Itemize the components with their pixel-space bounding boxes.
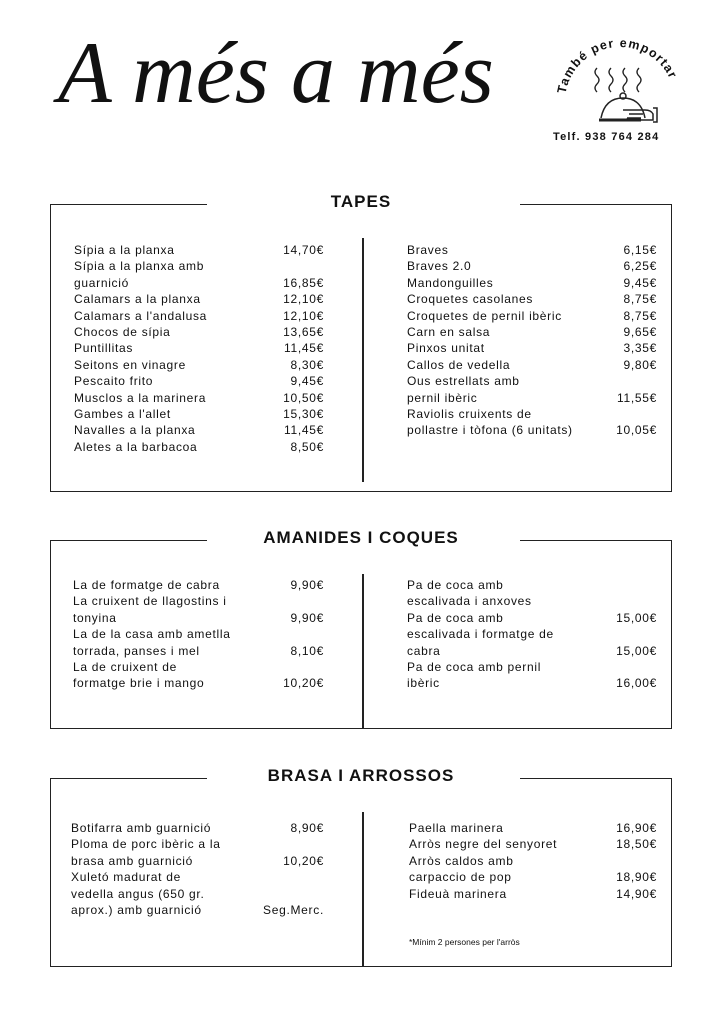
- item-price: 8,75€: [623, 292, 657, 307]
- menu-item: [74, 324, 324, 340]
- menu-item: [74, 242, 324, 258]
- item-name: Musclos a la marinera: [74, 390, 207, 405]
- item-name: Botifarra amb guarnició: [71, 821, 212, 835]
- cloche-hand-icon: [599, 93, 657, 122]
- menu-item: [74, 340, 324, 356]
- menu-item: [74, 357, 324, 373]
- item-price: 8,75€: [623, 308, 657, 323]
- item-price: 8,90€: [290, 821, 324, 835]
- phone-number: Telf. 938 764 284: [553, 131, 660, 143]
- menu-item: [71, 869, 324, 918]
- item-name: Calamars a l'andalusa: [74, 308, 208, 323]
- item-name: Arròs negre del senyoret: [409, 837, 558, 852]
- item-name: Callos de vedella: [407, 357, 511, 372]
- item-name: La de formatge de cabra: [73, 578, 220, 592]
- section-title: AMANIDES I COQUES: [263, 528, 459, 547]
- item-price: 10,50€: [283, 390, 324, 405]
- takeaway-text: També per emportar: [554, 35, 681, 95]
- item-price: 8,10€: [290, 643, 324, 658]
- item-price: 12,10€: [283, 292, 324, 307]
- item-price: 12,10€: [283, 308, 324, 323]
- menu-item: [409, 820, 657, 836]
- column-divider: [362, 238, 364, 482]
- takeaway-logo: [545, 30, 695, 130]
- steam-icon: [595, 68, 641, 92]
- item-price: 3,35€: [623, 341, 657, 356]
- menu-item: [73, 577, 324, 593]
- menu-item: [74, 258, 324, 291]
- item-price: 11,55€: [616, 390, 657, 405]
- item-price: 10,05€: [616, 423, 657, 438]
- item-name: Aletes a la barbacoa: [74, 439, 198, 454]
- menu-item: [74, 308, 324, 324]
- menu-item: [74, 291, 324, 307]
- item-price: 11,45€: [283, 341, 324, 356]
- item-name: Braves 2.0: [407, 259, 472, 274]
- menu-column-right: [407, 242, 657, 439]
- column-divider: [362, 812, 364, 967]
- menu-item: [74, 406, 324, 422]
- item-price: 14,90€: [616, 886, 657, 901]
- menu-item: [407, 373, 657, 406]
- item-price: 6,25€: [623, 259, 657, 274]
- item-price: 9,90€: [290, 578, 324, 592]
- item-name: Raviolis cruixents de: [407, 407, 532, 422]
- item-name: Calamars a la planxa: [74, 292, 201, 307]
- item-price: 10,20€: [283, 676, 324, 691]
- item-price: 16,90€: [616, 821, 657, 835]
- menu-item: [74, 390, 324, 406]
- item-price: 6,15€: [623, 243, 657, 257]
- item-name: Paella marinera: [409, 821, 504, 835]
- menu-item: [71, 836, 324, 869]
- menu-item: [73, 659, 324, 692]
- item-name: Sípia a la planxa: [74, 243, 175, 257]
- menu-item: [407, 577, 657, 626]
- menu-item: [407, 324, 657, 340]
- item-name: Seitons en vinagre: [74, 357, 186, 372]
- item-price: 18,50€: [616, 837, 657, 852]
- item-name: tonyina: [73, 610, 117, 625]
- item-name: Pa de coca amb pernil: [407, 660, 542, 675]
- item-name: Gambes a l'allet: [74, 407, 171, 422]
- item-price: 9,45€: [623, 275, 657, 290]
- menu-column-right: [409, 820, 657, 902]
- item-price: 13,65€: [283, 325, 324, 340]
- menu-item: [407, 340, 657, 356]
- item-name: formatge brie i mango: [73, 676, 205, 691]
- menu-item: [73, 593, 324, 626]
- item-price: 11,45€: [283, 423, 324, 438]
- item-name: Ous estrellats amb: [407, 374, 520, 389]
- menu-item: [74, 439, 324, 455]
- menu-item: [74, 373, 324, 389]
- item-name: La de la casa amb ametlla: [73, 627, 231, 642]
- item-price: 8,30€: [290, 357, 324, 372]
- menu-item: [407, 308, 657, 324]
- item-name: escalivada i anxoves: [407, 594, 532, 609]
- item-name: Arròs caldos amb: [409, 853, 514, 868]
- item-name: ibèric: [407, 676, 440, 691]
- section-title: BRASA I ARROSSOS: [267, 766, 455, 785]
- item-name: Xuletó madurat de: [71, 870, 181, 885]
- restaurant-title: A més a més: [58, 25, 494, 122]
- item-name: Ploma de porc ibèric a la: [71, 837, 221, 852]
- rice-note: *Mínim 2 persones per l'arròs: [409, 937, 520, 947]
- item-name: escalivada i formatge de: [407, 627, 554, 642]
- menu-item: [409, 836, 657, 852]
- item-name: guarnició: [74, 275, 129, 290]
- item-name: carpaccio de pop: [409, 870, 512, 885]
- item-name: Pinxos unitat: [407, 341, 485, 356]
- item-price: 9,80€: [623, 357, 657, 372]
- item-name: Braves: [407, 243, 449, 257]
- menu-item: [73, 626, 324, 659]
- item-price: 15,00€: [616, 610, 657, 625]
- menu-item: [409, 853, 657, 886]
- menu-item: [409, 886, 657, 902]
- column-divider: [362, 574, 364, 729]
- menu-column-right: [407, 577, 657, 692]
- menu-column-left: [73, 577, 324, 692]
- item-name: Fideuà marinera: [409, 886, 507, 901]
- item-name: aprox.) amb guarnició: [71, 903, 202, 918]
- item-name: pollastre i tòfona (6 unitats): [407, 423, 573, 438]
- item-price: 9,90€: [290, 610, 324, 625]
- section-brasa-arrossos: [50, 766, 672, 967]
- item-price: 15,00€: [616, 643, 657, 658]
- menu-item: [407, 242, 657, 258]
- item-name: brasa amb guarnició: [71, 853, 194, 868]
- item-name: Pa de coca amb: [407, 578, 504, 592]
- item-name: Mandonguilles: [407, 275, 494, 290]
- menu-item: [407, 626, 657, 659]
- menu-item: [407, 258, 657, 274]
- item-name: La de cruixent de: [73, 660, 177, 675]
- menu-item: [407, 659, 657, 692]
- item-price: 15,30€: [283, 407, 324, 422]
- menu-column-left: [71, 820, 324, 918]
- menu-item: [74, 422, 324, 438]
- item-name: vedella angus (650 gr.: [71, 886, 205, 901]
- menu-item: [71, 820, 324, 836]
- svg-text:També per emportar: [555, 36, 681, 95]
- item-name: Chocos de sípia: [74, 325, 171, 340]
- section-amanides-coques: [50, 528, 672, 729]
- item-price: 8,50€: [290, 439, 324, 454]
- menu-item: [407, 275, 657, 291]
- item-price: 10,20€: [283, 853, 324, 868]
- item-name: Carn en salsa: [407, 325, 491, 340]
- item-name: Navalles a la planxa: [74, 423, 196, 438]
- item-price: 9,65€: [623, 325, 657, 340]
- menu-column-left: [74, 242, 324, 455]
- item-name: pernil ibèric: [407, 390, 478, 405]
- menu-item: [407, 357, 657, 373]
- section-title: TAPES: [330, 192, 392, 211]
- item-price: 9,45€: [290, 374, 324, 389]
- item-name: Sípia a la planxa amb: [74, 259, 205, 274]
- item-name: cabra: [407, 643, 441, 658]
- item-price: 16,85€: [283, 275, 324, 290]
- menu-item: [407, 291, 657, 307]
- item-price: 16,00€: [616, 676, 657, 691]
- item-name: La cruixent de llagostins i: [73, 594, 227, 609]
- item-price: 14,70€: [283, 243, 324, 257]
- item-name: Pa de coca amb: [407, 610, 504, 625]
- item-name: Puntillitas: [74, 341, 134, 356]
- item-price: Seg.Merc.: [263, 903, 324, 918]
- section-tapes: [50, 192, 672, 492]
- menu-item: [407, 406, 657, 439]
- item-name: Pescaito frito: [74, 374, 154, 389]
- item-name: Croquetes casolanes: [407, 292, 534, 307]
- item-name: torrada, panses i mel: [73, 643, 200, 658]
- item-name: Croquetes de pernil ibèric: [407, 308, 562, 323]
- item-price: 18,90€: [616, 870, 657, 885]
